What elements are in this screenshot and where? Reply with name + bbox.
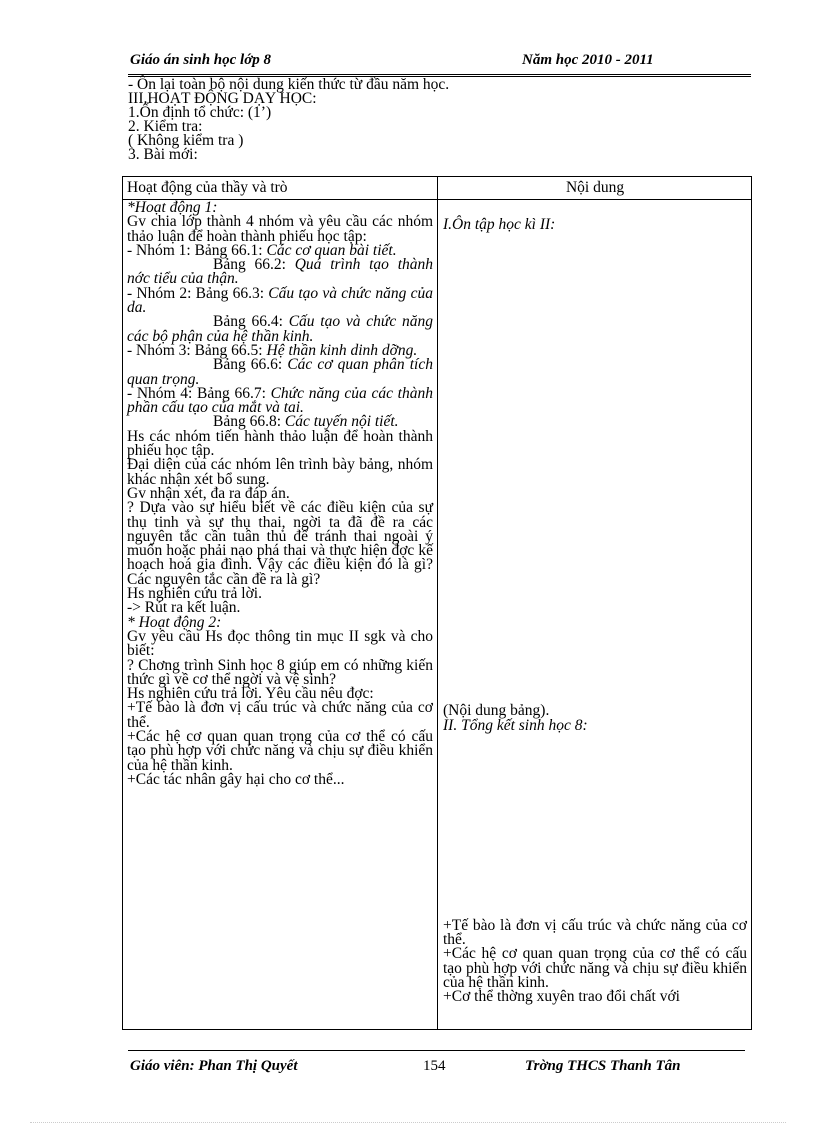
students-discuss: Hs các nhóm tiến hành thảo luận để hoàn thành phiếu học tập.	[127, 427, 433, 460]
intro-section	[128, 78, 753, 162]
intro-step-1: 1.Ổn định tổ chức: (1’)	[128, 104, 272, 121]
table-topic: Cấu tạo và chức năng các bộ phận của hệ thần kinh.	[127, 313, 433, 345]
table-topic: Các cơ quan phân tích quan trọng.	[127, 356, 433, 388]
header-school-year: Năm học 2010 - 2011	[522, 52, 654, 68]
header-course-title: Giáo án sinh học lớp 8	[130, 52, 271, 68]
table-ref: Bảng 66.6:	[213, 356, 288, 374]
content-review-heading: I.Ôn tập học kì II:	[443, 216, 556, 233]
page-number: 154	[423, 1058, 446, 1074]
intro-objective: - Ôn lại toàn bộ nội dung kiến thức từ đầu năm học.	[128, 76, 450, 93]
content-point-organ-systems: +Các hệ cơ quan quan trọng của cơ thể có cấu tạo phù hợp với chức năng và chịu sự điều khiển của hệ thần kinh.	[443, 945, 747, 992]
table-topic: Các cơ quan bài tiết.	[266, 241, 397, 259]
question-program: ? Chơng trình Sinh học 8 giúp em có những kiến thức gì về cơ thể ngời và vệ sinh?	[127, 656, 433, 688]
content-summary-heading: II. Tổng kết sinh học 8:	[443, 716, 588, 734]
table-ref: Bảng 66.2:	[213, 256, 295, 274]
table-ref: Bảng 66.4:	[213, 313, 289, 331]
table-ref: - Nhóm 4: Bảng 66.7:	[127, 384, 271, 402]
table-ref: - Nhóm 1: Bảng 66.1:	[127, 241, 267, 259]
group-1-table-2	[127, 258, 433, 287]
content-point-cell: +Tế bào là đơn vị cấu trúc và chức năng của cơ thể.	[443, 916, 747, 949]
footer-school: Trờng THCS Thanh Tân	[525, 1058, 681, 1074]
point-harmful-agents: +Các tác nhân gây hại cho cơ thể...	[127, 770, 345, 788]
group-presentation: Đại diện của các nhóm lên trình bày bảng, nhóm khác nhận xét bổ sung.	[127, 456, 433, 488]
table-ref: Bảng 66.8:	[213, 413, 285, 431]
table-header-activities: Hoạt động của thầy và trò	[127, 179, 288, 196]
activity-1-instruction: Gv chia lớp thành 4 nhóm và yêu cầu các nhóm thảo luận để hoàn thành phiếu học tập:	[127, 213, 433, 245]
footer-divider	[128, 1050, 745, 1051]
students-answer: Hs nghiên cứu trả lời.	[127, 585, 262, 603]
point-organ-systems: +Các hệ cơ quan quan trọng của cơ thể có cấu tạo phù hợp với chức năng và chịu sự điều khiển của hệ thần kinh.	[127, 727, 433, 774]
table-topic: Hệ thần kinh dinh dỡng.	[266, 341, 418, 359]
table-ref: - Nhóm 2: Bảng 66.3:	[127, 284, 269, 302]
table-ref: - Nhóm 3: Bảng 66.5:	[127, 341, 267, 359]
activity-1-title: *Hoạt động 1:	[127, 199, 218, 216]
table-topic: Chức năng của các thành phần cấu tạo của mắt và tai.	[127, 384, 433, 417]
activity-2-instruction: Gv yêu cầu Hs đọc thông tin mục II sgk và cho biết:	[127, 627, 433, 660]
content-column	[443, 201, 747, 1005]
group-2-table-2	[127, 315, 433, 344]
footer-teacher: Giáo viên: Phan Thị Quyết	[130, 1058, 298, 1074]
page-footer	[130, 1058, 746, 1078]
content-point-metabolism: +Cơ thể thờng xuyên trao đổi chất với	[443, 988, 680, 1006]
intro-step-2: 2. Kiểm tra:	[128, 118, 203, 135]
activities-column	[127, 201, 433, 787]
column-divider	[437, 177, 438, 1029]
conclusion-note: -> Rút ra kết luận.	[127, 599, 241, 617]
students-answer-2: Hs nghiên cứu trả lời. Yêu cầu nêu đợc:	[127, 685, 374, 703]
section-heading: III.HOẠT ĐỘNG DẠY HỌC:	[128, 90, 317, 107]
teacher-feedback: Gv nhận xét, đa ra đáp án.	[127, 484, 290, 502]
group-2-table-1	[127, 284, 433, 317]
activity-2-title: * Hoạt động 2:	[127, 613, 222, 631]
table-header-content: Nội dung	[565, 179, 625, 196]
page-header	[130, 52, 746, 72]
point-cell: +Tế bào là đơn vị cấu trúc và chức năng của cơ thể.	[127, 699, 433, 731]
intro-step-3: 3. Bài mới:	[128, 146, 198, 163]
content-table-note: (Nội dung bảng).	[443, 702, 550, 720]
table-topic: Quá trình tạo thành nớc tiểu của thận.	[127, 256, 434, 288]
lesson-table	[122, 176, 752, 1030]
table-topic: Các tuyến nội tiết.	[284, 413, 399, 431]
group-4-table-1	[127, 384, 433, 417]
intro-no-check: ( Không kiểm tra )	[128, 132, 244, 149]
table-topic: Cấu tạo và chức năng của da.	[127, 284, 433, 317]
group-3-table-2	[127, 358, 433, 387]
question-contraception: ? Dựa vào sự hiểu biết về các điều kiện của sự thụ tinh và sự thụ thai, ngời ta đã đề ra các nguyên tắc cần tuân thủ để tránh thai ngoài ý muốn hoặc phải nạo phá thai và thực hiện đợc kế hoạch hoá gia đình. Vậy các điều kiện đó là gì? Các nguyên tắc cần đề ra là gì?	[127, 499, 433, 588]
